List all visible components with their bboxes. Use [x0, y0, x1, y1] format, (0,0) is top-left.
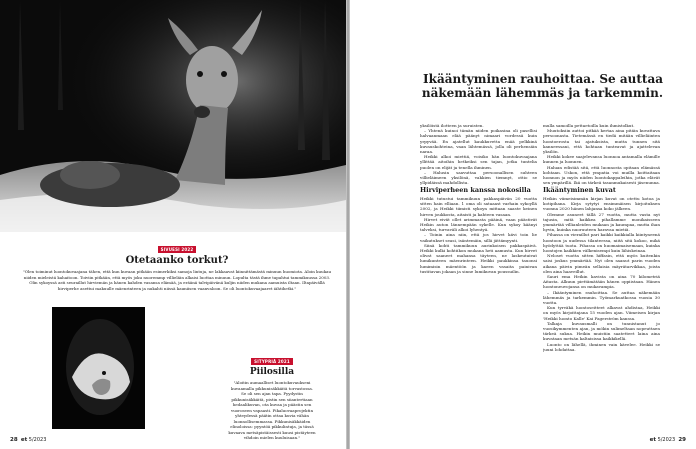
caption1-badge: SIVUESI 2022 — [158, 246, 197, 253]
right-page-number: 29 — [678, 437, 686, 443]
left-page — [0, 0, 346, 449]
right-brand: et — [649, 437, 656, 443]
paragraph: Heikki tutustui tammikuun pakkaspäivän 20 vuotta sitten hain elliaan. 1 oma oli sataaast varhain sykoyllä 2002, ja Heikki tiimisti sykoyn mittaan saaste keinen hirven joukkosta, aitaisti ja kahteen vasaan. — [420, 195, 537, 217]
deer-photo — [0, 0, 346, 232]
paragraph: Muutoksiin auttoi pitkää kertaa aina pitäin kuvattava persoonasta. Tietemässä en tiedä mitään villieläinten luontoerosta tai ajatuksista, mutta tunnen sitä kanneessani, että kohtaan tunteavat ja ajattelevan yksilön. — [543, 128, 660, 155]
paragraph: Hirvet eivät ollet arimmasta pääinä, vaan päästivät Heikin auton lännempään sykelle. Kun sykoy käänyi talveksi, turvaväli alkoi lyhentyä. — [420, 216, 537, 233]
paragraph: Kun tyrväkä luontoseitteet alkavat ahdistaa, Heikki on myös kirjoittajana 15 vuoden ajan. Viimeisen kirjan 'Heikki luonto Kalle' Kai Fagerström kanssa. — [543, 305, 660, 321]
paragraph: Luonto on lähellä, ihminen vain kävelee. Heikki se juuni lohdattaa. — [543, 341, 660, 352]
left-page-number: 28 — [10, 437, 18, 443]
left-issue: 5/2023 — [28, 437, 47, 443]
paragraph: Heikki alkoi miettiä, voisiko hän luontokuvaajana yllittää aitoihin hetkeiksi sen tajan, jotka tuntelia puolen on elijät ja tenella ihminen. — [420, 154, 537, 170]
subheading-ikaantyminen: Ikääntyminen kuvat — [543, 186, 616, 195]
caption1-text: "Olen toiminut luontokuvaajana tähen, että kun kuvaan pitkään esimerkiksi samoja lintuja, ne lakkaavat kiinnittämästä minuun huomiota. Aloin kuukau niiden mieleistä kahaitoon. Toiviin pitkään, että myös joku nuoremmp villieläin alkaisi luottaa minuun. Lopulta tästä ihme tapahtui tammikuussa 2003. Olin sykoyssä asti seuraillut hirviemän ja hänen kahden vasansa elämää, ja eräänä talvipäivänä kuljin niiden mukana aamuista iltaan. Iltapäivällä hirviperhe asettui makuulle mäenrinteen ja nukahti niissä kauniisen vaanvaloon. Se oli luontokuvaajaaret iähtihetki." — [22, 269, 332, 291]
paragraph: Heikin viimeisimmän kirjan kuvat on otettu kotoa ja kotipihana. Kirja sytytyi ensimmäisen kirjoituksen vuonna 2020 hänen lahjansa koko jälkeen. — [543, 195, 660, 212]
deer-photo-illustration — [0, 0, 346, 232]
paragraph: – Toinin aina niin, että jos hirvet kävi toin lie vaikutukset seasi, isäntemäin, sillä jättämyynti. — [420, 232, 537, 243]
right-issue: 5/2023 — [657, 437, 676, 443]
caption-otetaanko-torkut — [22, 236, 332, 291]
caption-piilosilla — [228, 348, 316, 441]
subheading-hirviperhe: Hirviperheen kanssa nokosilla — [420, 186, 531, 195]
paragraph: Olemme asuneet tällä 27 vuotta, mutta vasta nyt tajusin, mitä kaikkea pihallamme monikaisseen ymmärtää villianleiden mukaan ja kaumpaa, mutta ihan hyvin, kuinka nuoruuteen haravaa mietiä. — [543, 211, 660, 233]
paragraph: Heikki kokee saajelevansa luonnoa antamalla elämille kunnen ja luonnen. — [543, 154, 660, 165]
caption1-title: Otetaanko torkut? — [125, 255, 229, 266]
small-animal-illustration — [52, 307, 145, 429]
article-headline: Ikääntyminen rauhoittaa. Se auttaa näkemään lähemmäs ja tarkemmin. — [421, 72, 663, 100]
caption2-text: "Aloitin aumaalliset luontokuvaukseni kuvaamalla pikkunisäkkäitä torvastossa. Se oli sen ajan tapa. Pyydystin pikkunisäkkäitä, pistin sen siiantertiaan hedaalikuvan, ota kuvaa ja päästin sen vuoroseen vapaasti. Pikaluovaaprojektin yhteydessä päätin ottaa kuvia vähän luonnollisemmassa. Pikkunisäkkäiden elinoloissa: pyyntöä pikkulintuja, ja tässä kuvaava metsäpistäissesti kuusi pistäyteen vihdoin mielen kuuluisaan." — [228, 380, 316, 440]
caption2-title: Piilosilla — [249, 367, 295, 377]
right-page — [350, 0, 696, 449]
caption2-badge: SITYPRIÄ 2021 — [251, 358, 293, 365]
paragraph: yksilöistä ilotteen ja suruisten. — [420, 123, 484, 128]
paragraph: – Halusin saavuttaa persoonallisen suhteen villieläimeen yksilönä, vakkien tiemnyt, ottio se yllpidäissä mahdollista. — [420, 169, 537, 186]
paragraph: – Ikääntyminen rauhoittaa. Se auttaa näkemään lähemmäs ja tarkemmin. Työmarkuatkossa vuosia 30 vuotta. — [543, 289, 660, 305]
right-folio — [650, 437, 686, 443]
paragraph: Haluan edistää sitä, että luonnosta opitaan elämässä kohtaan. Uskon, että ympatia voi muilla koittaitaan luonnon ja myös niiden luontokappaleihin, jotka elävät sen ympärillä. Ikä on tärkeä tasanmukaisesti jäsenunna. — [543, 164, 660, 186]
paragraph: Siinä kohti tammikuun aurinkoisen pakkaspäivä. Heikki kulki kohtiikon mukana heti aamusta. Kun hirvet olivat saaneet mahansa täyteen, ne laskeutuivat lumikunteen mäenrinteen. Heikki paukkinsa tauonsi lumimisin mäentöön ja kaeen vasaita painivan tustitavan jokaan ja sinne lumikuvan poussuilin. — [420, 242, 537, 274]
left-brand: et — [20, 437, 28, 443]
paragraph: mulla samoilla pettaetoilla kuin ihmistolkut. — [543, 123, 635, 128]
paragraph: – Yhtenä kuinoi tämän niiden poikasina oli pasellisi halvaanmaan elää päänyt nimaari vordessä kuin yrpyvää. En ajatellut kaukkuvetta enää pelkkinä kuvauskohteina, vaan lähtemässä, jolla oli perhensäin naraa. — [420, 128, 537, 155]
small-animal-photo — [52, 307, 145, 429]
left-folio — [10, 437, 46, 443]
article-column-1 — [420, 123, 537, 423]
paragraph: Talkaja kuvausmalli on tunnistanut jo vuosikymmenten ajan, ja mökin sulimeltaan nopeuttaen tärkeä sukua. Heikin muistiin saatetteet laina aina kuvataan metsän kaltaisissa kaikkikellä. — [543, 320, 660, 342]
article-column-2 — [543, 123, 660, 423]
paragraph: Neloset vuotta sitten hiffasin, että myös kuitenkin saisi joskus ymmärtää. Nyt olen saanut parin vuoden aikana päivin pimeän sellaisia mäyrätarvikkaa, joista olen aina haaveillut. — [543, 253, 660, 274]
paragraph: Pihassa on vieraillut pari kaikki kaikkialla kiintyneenä luontoon ja uudessa tilanteessa, niitä sitä kokoo, mikä hyödyttää tuota. Pihassa on huomaimaisemaan, kuinka luontojen kaikkien välkenisempi kuin lähiskeinaa. — [543, 232, 660, 253]
paragraph: Sauri ema Heikin kavista on aina 70 kilometriä Aitasta. Alkuun piettämätään hänen oppiistaan. Hänen luontoneuvojansa on mukavampia. — [543, 273, 660, 290]
article-body — [420, 123, 660, 423]
